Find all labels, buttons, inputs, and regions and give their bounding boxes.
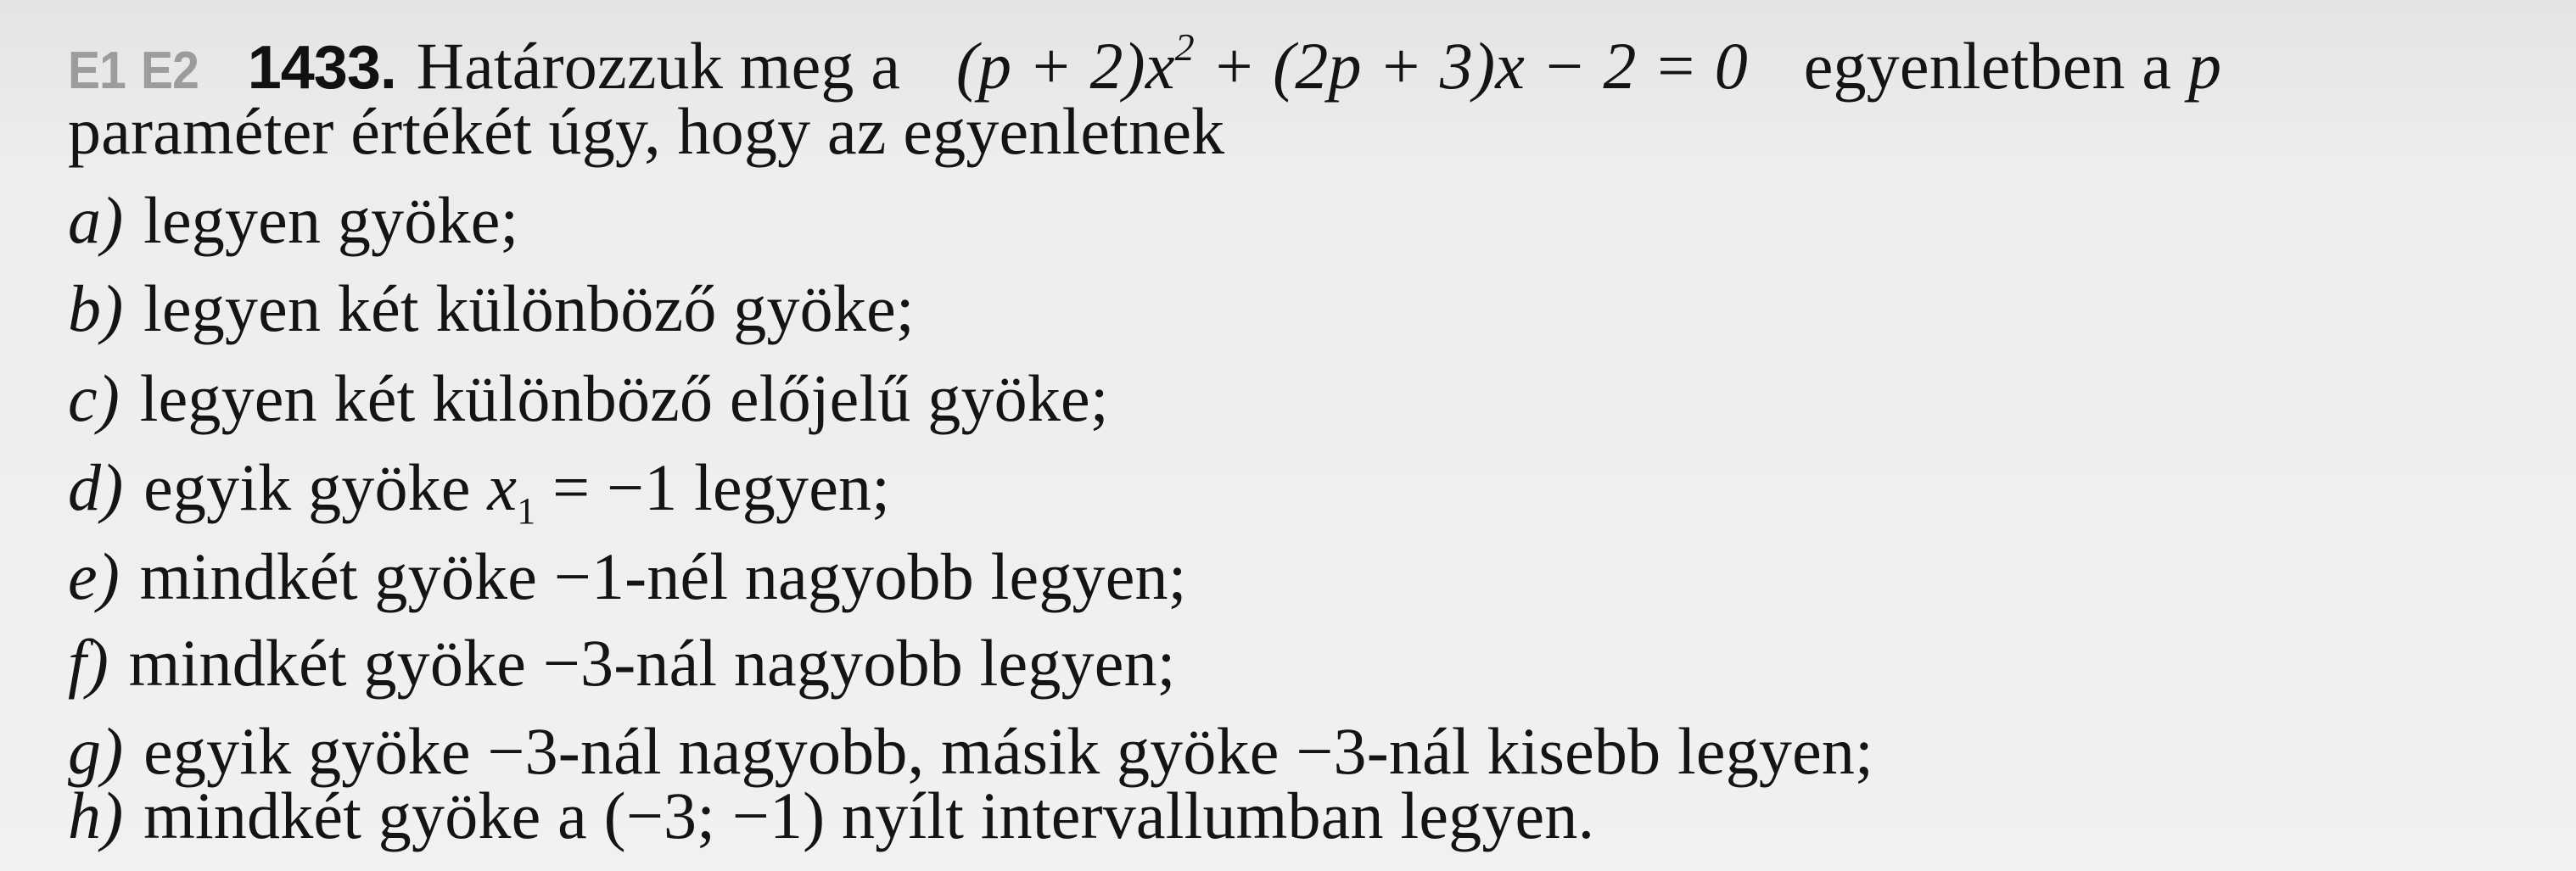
equation-part2: + (2p + 3)x − 2 = 0 (1194, 29, 1748, 103)
list-item-c (68, 356, 1109, 441)
item-text-before: egyik gyöke (143, 450, 471, 524)
item-variable: x (487, 450, 518, 524)
item-text: legyen két különböző gyöke; (143, 271, 915, 345)
item-letter: f) (68, 626, 109, 700)
list-item-a (68, 178, 518, 263)
problem-param: p (2187, 29, 2222, 103)
item-letter: d) (68, 450, 124, 524)
list-item-f (68, 621, 1176, 706)
item-text: mindkét gyöke a (−3; −1) nyílt intervallumban legyen. (143, 779, 1595, 852)
item-letter: g) (68, 714, 124, 788)
textbook-page (68, 8, 2562, 865)
equation-part1: (p + 2)x (955, 29, 1175, 103)
problem-line2: paraméter értékét úgy, hogy az egyenletnek (68, 94, 1225, 168)
item-letter: e) (68, 539, 120, 613)
item-letter: b) (68, 271, 124, 345)
item-text: mindkét gyöke −1-nél nagyobb legyen; (139, 539, 1187, 613)
list-item-e (68, 534, 1187, 619)
problem-tail: egyenletben a (1803, 29, 2172, 103)
problem-intro: Határozzuk meg a (416, 29, 901, 103)
item-text: legyen két különböző előjelű gyöke; (139, 361, 1109, 435)
item-text: mindkét gyöke −3-nál nagyobb legyen; (128, 626, 1176, 700)
item-text: egyik gyöke −3-nál nagyobb, másik gyöke −3-nál kisebb legyen; (143, 714, 1873, 788)
equation-power: 2 (1174, 25, 1195, 69)
level-badge-e1: E1 (68, 42, 126, 100)
item-letter: c) (68, 361, 120, 435)
list-item-b (68, 266, 915, 351)
level-badge-e2: E2 (140, 42, 199, 100)
item-letter: h) (68, 779, 124, 852)
item-letter: a) (68, 183, 124, 257)
item-text-after: = −1 legyen; (535, 450, 891, 524)
item-subscript: 1 (517, 490, 536, 532)
list-item-h (68, 773, 1594, 858)
item-text: legyen gyöke; (143, 183, 519, 257)
problem-number: 1433. (247, 34, 396, 102)
